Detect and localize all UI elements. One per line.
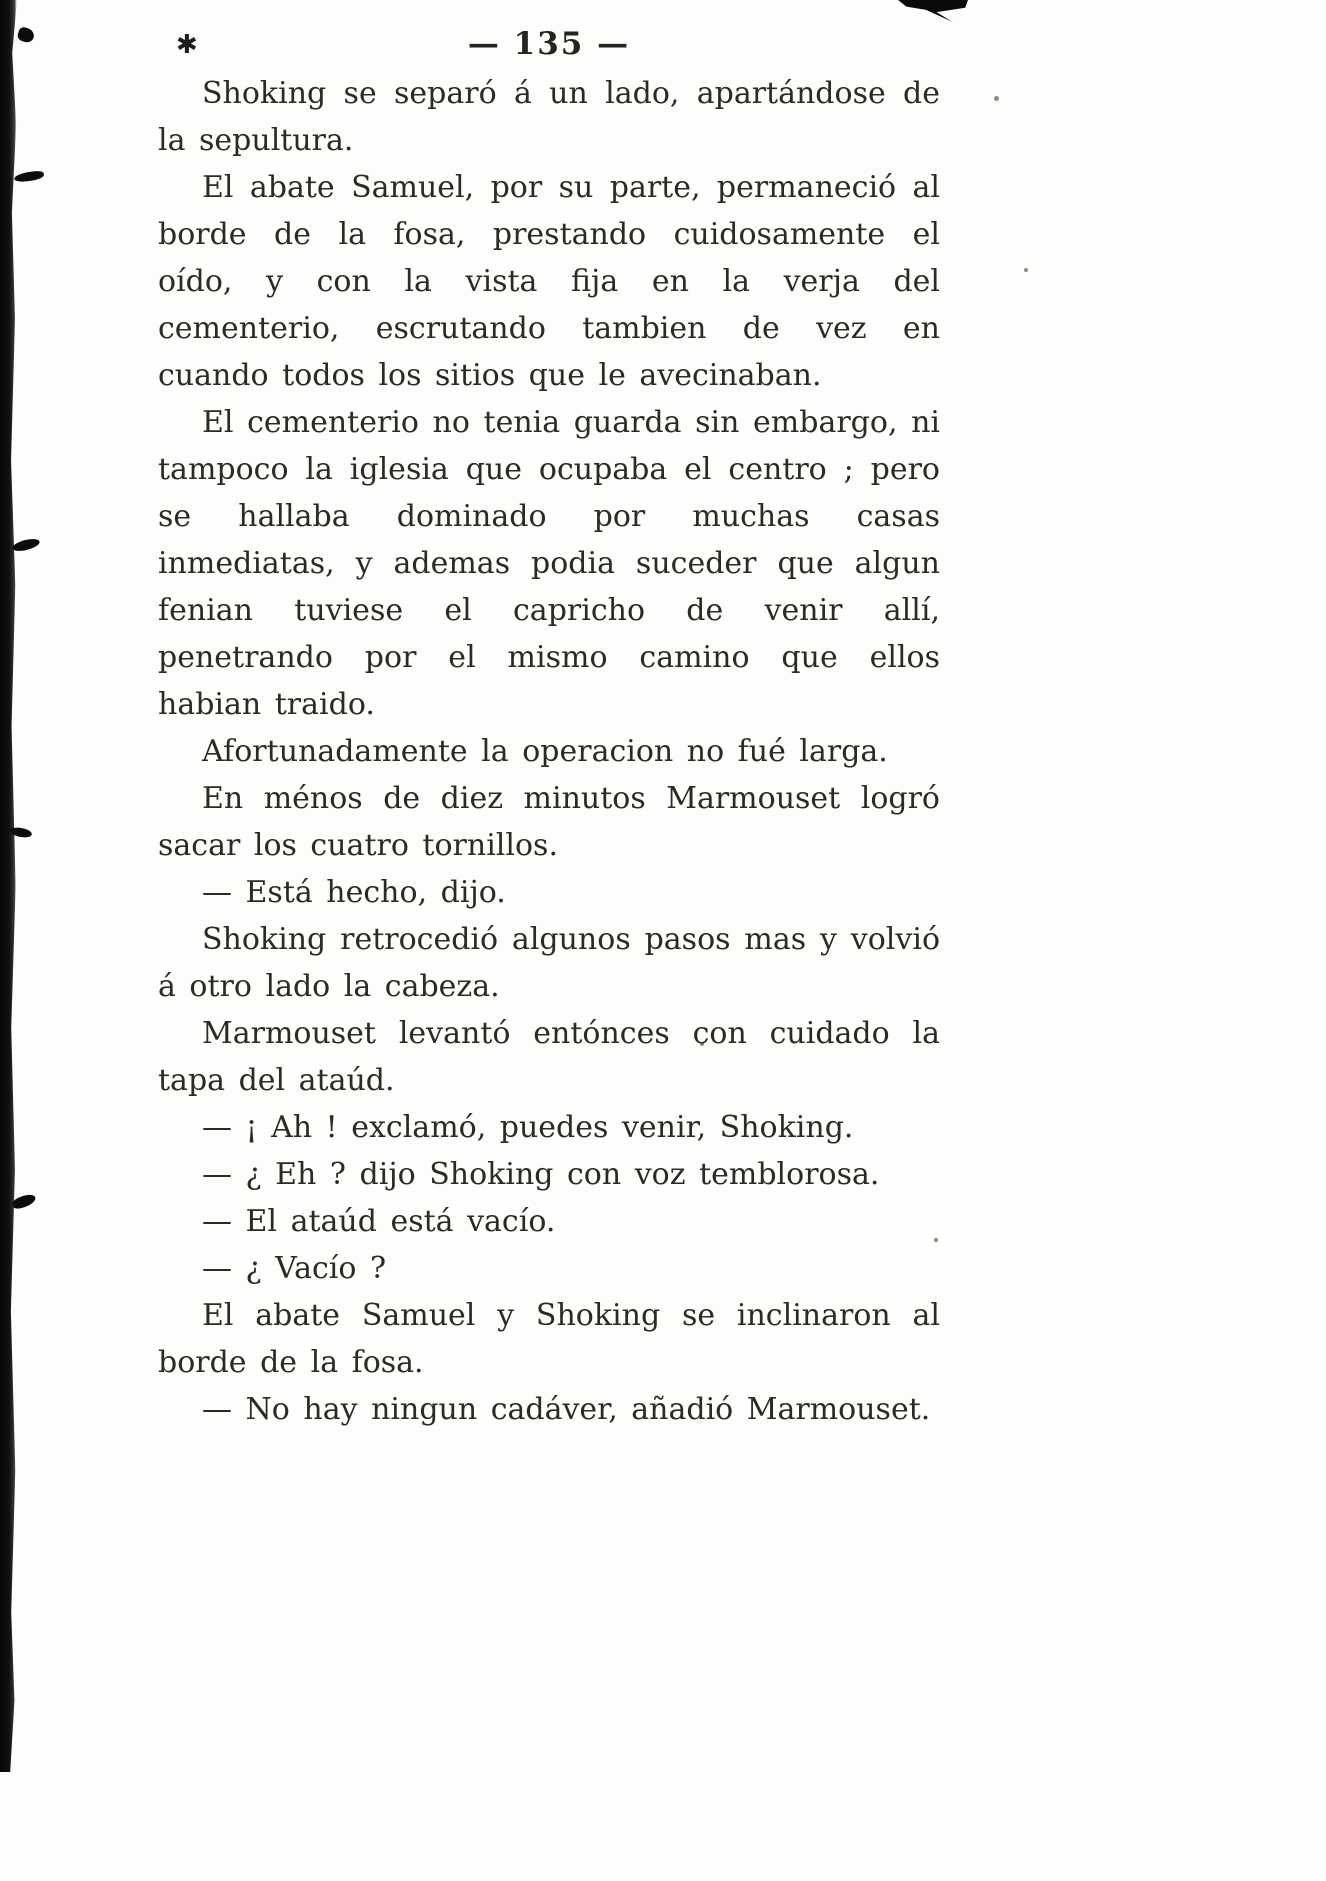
paragraph: Afortunadamente la operacion no fué larga. <box>202 734 888 769</box>
paragraph: En ménos de diez minutos Marmouset logró sacar los cuatro tornillos. <box>158 781 940 863</box>
page-number: — 135 — <box>467 26 631 62</box>
paragraph: El cementerio no tenia guarda sin embargo, ni tampoco la iglesia que ocupaba el centro ; pero se hallaba dominado por muchas casas inmediatas, y ademas podia suceder que algun fenian tuviese el capricho de venir allí, penetrando por el mismo camino que ellos habian traido. <box>158 405 940 722</box>
dialogue-paragraph: — ¡ Ah ! exclamó, puedes venir, Shoking. <box>202 1110 854 1145</box>
text-block <box>158 70 940 1433</box>
ink-mark <box>11 537 41 553</box>
ink-speck <box>1024 268 1028 272</box>
paragraph: Shoking retrocedió algunos pasos mas y volvió á otro lado la cabeza. <box>158 922 940 1004</box>
ink-mark <box>14 170 45 183</box>
ink-mark <box>11 1193 37 1211</box>
dialogue-paragraph: — Está hecho, dijo. <box>202 875 506 910</box>
dialogue-paragraph: — ¿ Eh ? dijo Shoking con voz temblorosa. <box>202 1157 880 1192</box>
ink-speck <box>994 96 999 101</box>
dialogue-paragraph: — No hay ningun cadáver, añadió Marmouset. <box>202 1392 931 1427</box>
binding-edge <box>0 0 17 1772</box>
paragraph: Marmouset levantó entónces con cuidado la tapa del ataúd. <box>158 1016 940 1098</box>
paragraph: El abate Samuel, por su parte, permaneció al borde de la fosa, prestando cuidosamente el oído, y con la vista fija en la verja del cementerio, escrutando tambien de vez en cuando todos los sitios que le avecinaban. <box>158 170 940 393</box>
ink-speck-icon: ✱ <box>176 30 198 60</box>
paragraph: Shoking se separó á un lado, apartándose de la sepultura. <box>158 76 940 158</box>
dialogue-paragraph: — ¿ Vacío ? <box>202 1251 387 1286</box>
ink-mark <box>16 26 36 44</box>
ink-mark <box>898 0 968 22</box>
paragraph: El abate Samuel y Shoking se inclinaron al borde de la fosa. <box>158 1298 940 1380</box>
dialogue-paragraph: — El ataúd está vacío. <box>202 1204 556 1239</box>
